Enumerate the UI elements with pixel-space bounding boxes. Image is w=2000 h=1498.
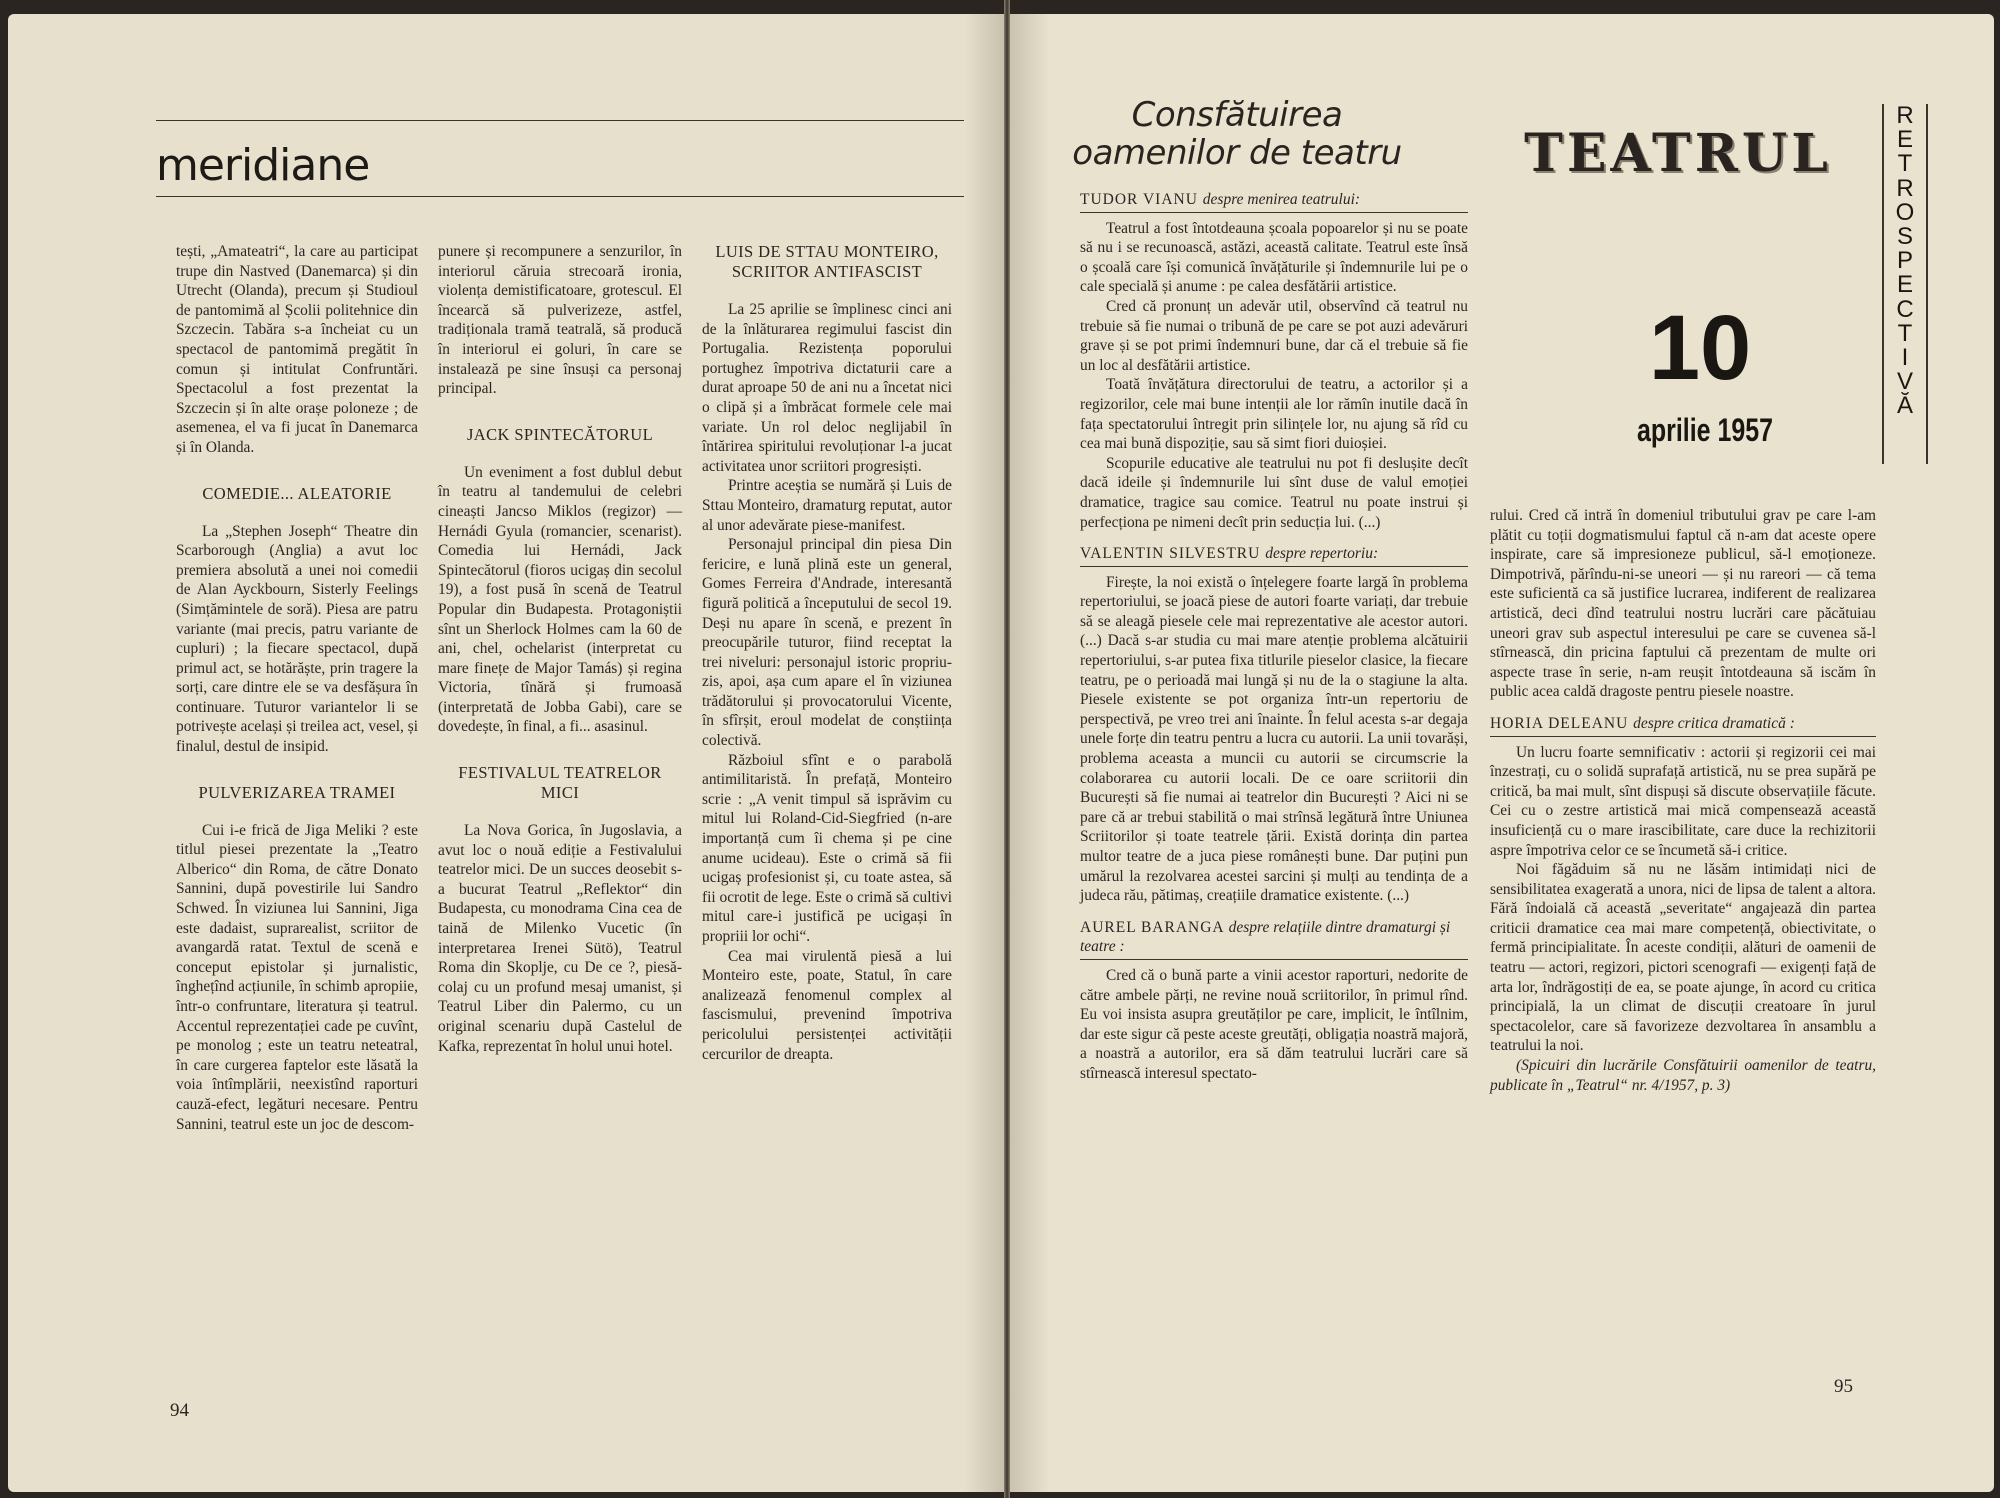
paragraph: Cui i-e frică de Jiga Meliki ? este titlul piesei prezentate la „Teatro Alberico“ din Roma, de către Donato Sannini, după povestirile lui Sandro Schwed. În viziunea lui Sannini, Jiga este dadaist, suprarealist, scriitor de avangardă ratat. Textul de scenă e conceput epistolar și jurnalistic, înghețînd acțiunile, în schimb apropiie, într-o confruntare, literatura și teatrul. Accentul reprezentației cade pe cuvînt, pe monolog ; este un teatru neteatral, în care curgerea faptelor este lăsată la voia întîmplării, neexistînd raporturi cauză-efect, legături necesare. Pentru Sannini, teatrul este un joc de descom- (176, 821, 418, 1133)
speaker-topic: despre repertoriu: (1265, 545, 1379, 563)
paragraph: tești, „Amateatri“, la care au participat trupe din Nastved (Danemarca) și din Utrecht (Olanda), precum și Studioul de pantomimă al Școlii politehnice din Szczecin. Tabăra s-a încheiat cu un spectacol de pantomimă pregătit în comun și intitulat Confruntări. Spectacolul a fost prezentat la Szczecin și în alte orașe poloneze ; de asemenea, el va fi jucat în Danemarca și în Olanda. (176, 243, 418, 456)
paragraph: Firește, la noi există o înțelegere foarte largă în problema repertoriului, se joacă piese de autori foarte variați, dar trebuie să se aleagă piesele cele mai reprezentative ale acestor autori. (...) Dacă s-ar studia cu mai mare atenție problema alcătuirii repertoriului, s-ar putea fixa titlurile pieselor clasice, la fiecare teatru, pe o perioadă mai lungă și nu de la o stagiune la alta. Piesele existente se pot organiza într-un repertoriu de perspectivă, pe vreo trei ani înainte. În felul acesta s-ar degaja unele forțe din teatru pentru a lucra cu autorii. La unii tovarăși, problema aceasta a muncii cu autorii se circumscrie la colaborarea cu autorii locali. De ce oare scriitorii din București să fie numai ai teatrelor din București ? Aici ni se pare că ar trebui stabilită o mai strînsă legătură între Uniunea Scriitorilor și toate teatrele țării. Există dorința din partea multor teatre de a juca piese românești bune. Dar puțini pun umărul la rezolvarea acestei sarcini și mulți au tendința de a judeca rău, pătimaș, creațiile dramatice existente. (...) (1080, 573, 1468, 905)
retrospectiva-label (1882, 104, 1928, 464)
page-number-left: 94 (170, 1400, 189, 1421)
article-heading: FESTIVALUL TEATRELOR MICI (458, 763, 662, 803)
paragraph: rului. Cred că intră în domeniul tributului grav pe care l-am plătit cu toții dogmatismului faptul că n-am dat aceste opere inspirate, care să impresioneze publicul, să-l emoționeze. Dimpotrivă, părîndu-ni-se uneori — și nu rareori — că tema este suficientă ca să justifice lucrarea, indiferent de realizarea artistică, deci dînd teatrului nostru lucrări care păcătuiau uneori grav sub aspectul interesului pe care se cuvenea să-l stîrnească, din pricina faptului că prezentam de multe ori aspecte trase în serie, n-am reușit întotdeauna să iscăm în public acea caldă dragoste pentru piesele noastre. (1490, 507, 1876, 701)
title-rule (156, 196, 964, 197)
retro-letter: V (1896, 368, 1913, 396)
page-number-right: 95 (1834, 1376, 1853, 1397)
article-title: Consfătuirea oamenilor de teatru (1072, 95, 1402, 173)
retro-letter: T (1897, 150, 1913, 178)
speaker-heading (1080, 544, 1468, 567)
right-page (1010, 14, 1994, 1492)
retro-letter: R (1896, 174, 1914, 202)
paragraph: Teatrul a fost întotdeauna școala popoarelor și nu se poate să nu i se recunoască, astăzi, această calitate. Teatrul este însă o școală care își comunică învățăturile și îndemnurile lui pe o cale specială și anume : pe calea desfătării artistice. (1080, 219, 1468, 296)
paragraph: Cred că o bună parte a vinii acestor raporturi, nedorite de către ambele părți, ne revine nouă scriitorilor, în primul rînd. Eu voi insista asupra greutăților pe care, implicit, le întîlnim, dar este sigur că peste aceste greutăți, obligația noastră majoră, a noastră a autorilor, era să dăm teatrului lucrări care să stîrnească interesul spectato- (1080, 966, 1468, 1082)
retro-letter: P (1896, 247, 1913, 275)
section-title: meridiane (156, 140, 370, 191)
teatrul-logo: TEATRUL (1524, 123, 1832, 184)
article-heading: COMEDIE... ALEATORIE (202, 483, 392, 503)
left-column-1 (176, 242, 418, 1134)
paragraph: La Nova Gorica, în Jugoslavia, a avut loc o nouă ediție a Festivalului teatrelor mici. De un succes deosebit s-a bucurat Teatrul „Reflektor“ din Budapesta, cu monodrama Cina cea de taină de Milenko Vucetic (în interpretarea Irenei Sütö), Teatrul Roma din Skoplje, cu De ce ?, piesă-colaj cu un profund mesaj umanist, și Teatrul Liber din Palermo, cu un original scenariu după Castelul de Kafka, reprezentat în holul unui hotel. (438, 822, 682, 1055)
left-column-2 (438, 242, 682, 1056)
retro-letter: T (1897, 319, 1913, 347)
speaker-heading (1080, 190, 1468, 213)
speaker-name: HORIA DELEANU (1490, 714, 1634, 732)
right-column-1 (1080, 190, 1468, 1084)
top-rule (156, 120, 964, 121)
article-heading: LUIS DE STTAU MONTEIRO, SCRIITOR ANTIFASCIST (715, 242, 939, 281)
paragraph: Personajul principal din piesa Din fericire, e lună plină este un general, Gomes Ferreira d'Andrade, interesantă figură politică a începutului de secol 19. Deși nu apare în scenă, e prezent în preocupările tuturor, fiind receptat la trei niveluri: personajul istoric propriu-zis, apoi, așa cum apare el în viziunea trădătorului și provocatorului Vicente, în sfîrșit, eroul modelat de conștiința colectivă. (702, 536, 952, 750)
speaker-topic: despre relațiile dintre dramaturgi și teatre : (1080, 918, 1451, 956)
retro-letter: E (1896, 126, 1913, 154)
speaker-topic: despre critica dramatică : (1633, 714, 1795, 732)
date-number: 10 (1648, 297, 1752, 399)
left-page (8, 14, 1004, 1492)
retro-letter: S (1896, 223, 1913, 251)
paragraph: Un eveniment a fost dublul debut în teatru al tandemului de celebri cineaști Jancso Miklos (regizor) — Hernádi Gyula (romancier, scenarist). Comedia lui Hernádi, Jack Spintecătorul (fioros ucigaș din secolul 19), a fost pusă în scenă de Teatrul Popular din Budapesta. Protagoniștii sînt un Sherlock Holmes cam la 60 de ani, chel, ochelarist (interpretat cu mare finețe de Major Tamás) și regina Victoria, tînără și frumoasă (interpretată de Jobba Gabi), care se dovedește, în final, a fi... asasinul. (438, 463, 682, 736)
speaker-name: TUDOR VIANU (1080, 191, 1203, 208)
speaker-name: AUREL BARANGA (1080, 918, 1229, 936)
left-column-3 (702, 242, 952, 1064)
retro-letter: C (1896, 295, 1914, 323)
paragraph: La 25 aprilie se împlinesc cinci ani de la înlăturarea regimului fascist din Portugalia. Rezistența poporului portughez împotriva dictaturii care a durat aproape 50 de ani nu a încetat nici o clipă și a îmbrăcat formele cele mai variate. Un rol deloc neglijabil în întărirea spiritului revoluționar l-a jucat activitatea unor scriitori progresiști. (702, 301, 952, 475)
paragraph: Cea mai virulentă piesă a lui Monteiro este, poate, Statul, în care analizează fenomenul complex al fascismului, prevenind împotriva pericolului persistenței activității cercurilor de dreapta. (702, 947, 952, 1063)
source-note: (Spicuiri din lucrările Consfătuirii oamenilor de teatru, publicate în „Teatrul“ nr. 4/1957, p. 3) (1490, 1057, 1876, 1094)
paragraph: punere și recompunere a senzurilor, în interiorul căruia strecoară ironia, violența demistificatoare, grotescul. El încearcă să pulverizeze, astfel, tradiționala tramă teatrală, să producă în interiorul ei goluri, în care se instalează pe sine însuși ca personaj principal. (438, 243, 682, 398)
paragraph: La „Stephen Joseph“ Theatre din Scarborough (Anglia) a avut loc premiera absolută a unei noi comedii de Alan Ayckbourn, Sisterly Feelings (Simțămintele de soră). Piesa are patru variante (mai precis, patru variante de cupluri) ; la fiecare spectacol, după primul act, se hotărăște, prin tragere la sorți, care dintre ele se va desfășura în continuare. Tuturor variantelor li se potrivește același și treilea act, vesel, și finalul, destul de insipid. (176, 522, 418, 756)
speaker-heading (1080, 918, 1468, 960)
retro-letter: I (1901, 344, 1909, 372)
paragraph: Scopurile educative ale teatrului nu pot fi deslușite decît dacă ideile și îndemnurile lui sînt duse de valul emoției dramatice, tragice sau comice. Teatrul nu poate instrui și perfecționa pe nimeni decît prin seducția lui. (...) (1080, 454, 1468, 531)
article-heading: JACK SPINTECĂTORUL (466, 424, 654, 444)
retro-letter: E (1896, 271, 1913, 299)
right-column-2 (1490, 506, 1876, 1095)
speaker-heading (1490, 714, 1876, 737)
date-month-year: aprilie 1957 (1637, 412, 1773, 448)
speaker-name: VALENTIN SILVESTRU (1080, 545, 1266, 563)
paragraph: Un lucru foarte semnificativ : actorii și regizorii cei mai înzestrați, cu o solidă suprafață artistică, nu se prea supără pe critică, ba mai mult, sînt dispuși să discute observațiile făcute. Cei cu o zestre artistică mai mică compensează această insuficiență cu o mare irascibilitate, care duce la rechizitorii aspre împotriva celor ce se încumetă să-i critice. (1490, 743, 1876, 859)
retro-letter: Ă (1896, 392, 1913, 420)
paragraph: Războiul sfînt e o parabolă antimilitaristă. În prefață, Monteiro scrie : „A venit timpul să isprăvim cu mitul lui Roland-Cid-Siegfried (n-are importanță cum îi chema și pe cine anume ucideau). Este o crimă să fii ucigaș profesionist și, cu toate astea, să fii ocrotit de lege. Este o crimă să cultivi mitul care-i justifică pe ucigași în propriii lor ochi“. (702, 751, 953, 945)
retro-letter: R (1896, 102, 1914, 129)
paragraph: Cred că pronunț un adevăr util, observînd că teatrul nu trebuie să fie numai o tribună de pe care se pot auzi adevăruri grave și se pot primi îndemnuri bune, dar că el trebuie să fie un loc al desfătării artistice. (1080, 297, 1468, 374)
paragraph: Noi făgăduim să nu ne lăsăm intimidați nici de sensibilitatea exagerată a unora, nici de lipsa de talent a altora. Fără îndoială că această „severitate“ angajează din partea criticii dramatice cea mai mare competență, obiectivitate, o fermă principialitate. În aceste condiții, alături de oamenii de teatru — actori, regizori, pictori scenografi — exigenți față de arta lor, îndrăgostiți de ea, se poate ajunge, în acord cu critica principială, la un climat de discuții creatoare în jurul spectacolelor, care să favorizeze dezvoltarea în ansamblu a teatrului la noi. (1490, 861, 1876, 1055)
paragraph: Printre aceștia se numără și Luis de Sttau Monteiro, dramaturg reputat, autor al unor adevărate piese-manifest. (702, 477, 952, 534)
article-heading: PULVERIZAREA TRAMEI (198, 782, 396, 802)
paragraph: Toată învățătura directorului de teatru, a actorilor și a regizorilor, cele mai bune intenții ale lor rămîn inutile dacă în fața spectatorului întregit prin silințele lor, nu ajung să rîd cu cea mai bună dispoziție, sau să simt fiori duioșiei. (1080, 376, 1468, 453)
speaker-topic: despre menirea teatrului: (1202, 191, 1361, 208)
retro-letter: O (1895, 198, 1915, 226)
